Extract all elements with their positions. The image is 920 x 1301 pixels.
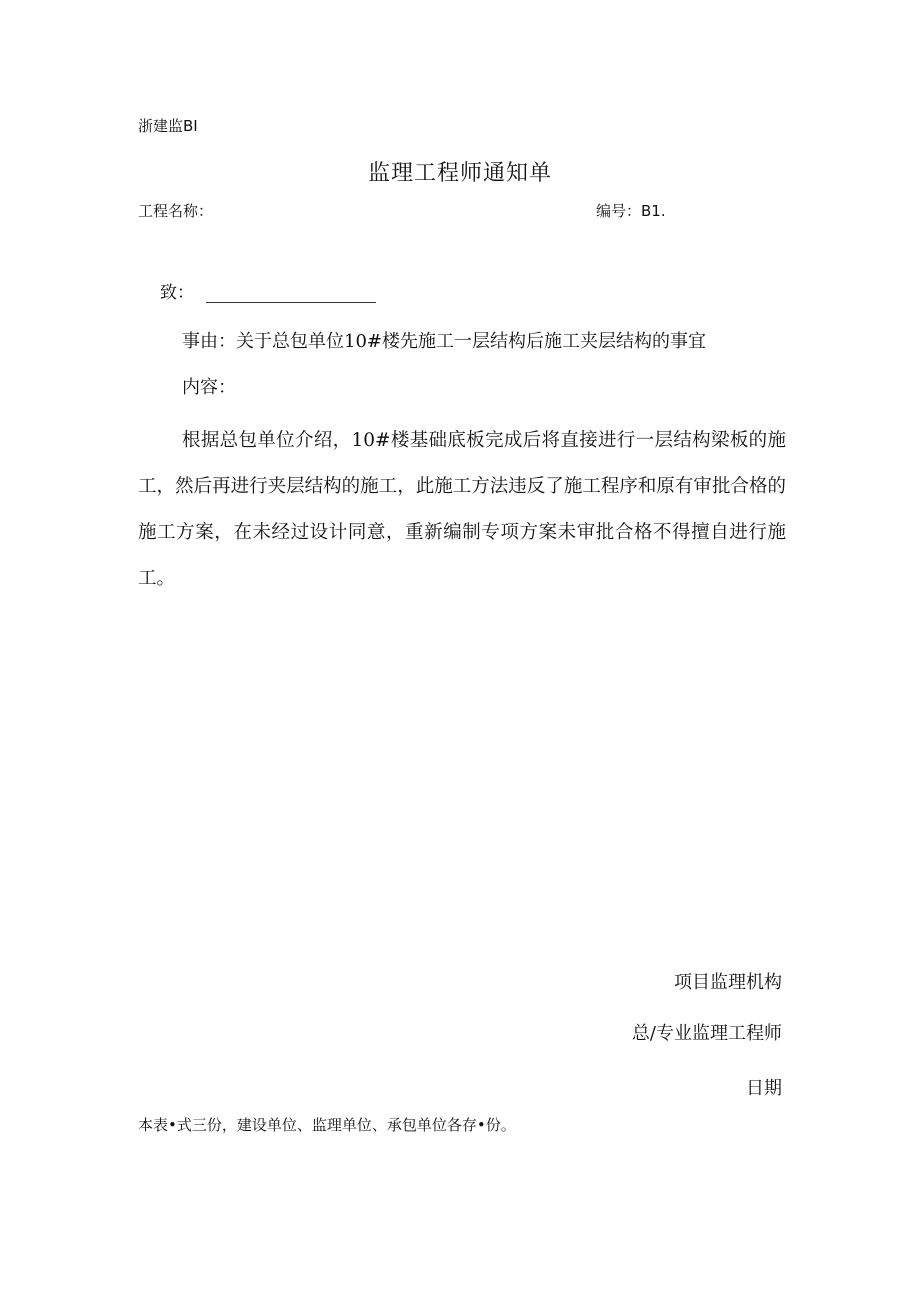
signature-date: 日期	[746, 1078, 782, 1099]
reason-line: 事由：关于总包单位10#楼先施工一层结构后施工夹层结构的事宜	[182, 331, 706, 352]
project-name-label: 工程名称：	[138, 202, 214, 220]
footer-note: 本表•式三份，建设单位、监理单位、承包单位各存•份。	[138, 1116, 516, 1134]
supervising-engineer: 总/专业监理工程师	[631, 1023, 782, 1044]
recipient-label: 致：	[160, 283, 194, 303]
notice-body: 根据总包单位介绍，10#楼基础底板完成后将直接进行一层结构梁板的施工，然后再进行夹层结构的施工，此施工方法违反了施工程序和原有审批合格的施工方案，在未经过设计同意，重新编制专项方案未审批合格不得擅自进行施工。	[138, 430, 786, 589]
form-code: 浙建监BI	[138, 117, 198, 135]
content-label: 内容：	[182, 377, 236, 398]
document-number: 编号：B1.	[596, 202, 666, 220]
supervision-organization: 项目监理机构	[674, 972, 782, 993]
recipient-blank	[206, 284, 376, 303]
recipient-line	[160, 278, 376, 303]
document-title: 监理工程师通知单	[367, 161, 552, 186]
